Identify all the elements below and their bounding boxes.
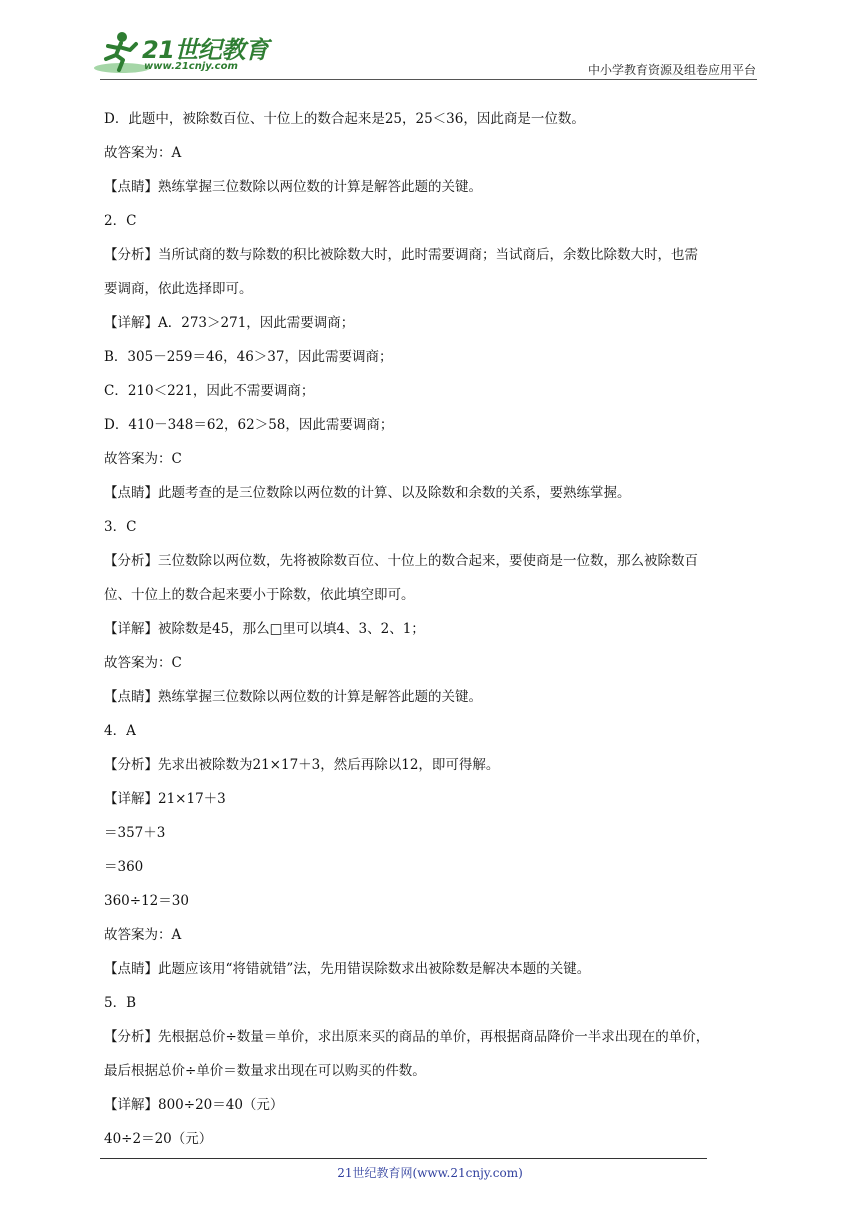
platform-label: 中小学教育资源及组卷应用平台 — [587, 63, 756, 77]
text-line: B．305－259＝46，46＞37，因此需要调商； — [104, 349, 393, 365]
text-line: 【点睛】熟练掌握三位数除以两位数的计算是解答此题的关键。 — [104, 179, 482, 195]
text-line: 【分析】先求出被除数为21×17＋3，然后再除以12，即可得解。 — [104, 757, 500, 773]
text-line: 【点睛】熟练掌握三位数除以两位数的计算是解答此题的关键。 — [104, 689, 482, 705]
text-line: 【详解】800÷20＝40（元） — [104, 1097, 284, 1113]
text-line: 故答案为：C — [104, 655, 182, 671]
text-line: D．410－348＝62，62＞58，因此需要调商； — [104, 417, 394, 433]
text-line: ＝360 — [104, 859, 144, 875]
logo-url: www.21cnjy.com — [144, 61, 238, 72]
text-line: 【点睛】此题考查的是三位数除以两位数的计算、以及除数和余数的关系，要熟练掌握。 — [104, 485, 631, 501]
text-line: 【详解】21×17＋3 — [104, 791, 226, 807]
page-header — [0, 0, 860, 82]
question-number: 4．A — [104, 723, 136, 739]
question-number: 3．C — [104, 519, 137, 535]
footer-link[interactable]: 21世纪教育网(www.21cnjy.com) — [337, 1166, 523, 1180]
text-line: 360÷12＝30 — [104, 893, 189, 909]
question-number: 5．B — [104, 995, 137, 1011]
text-line: 【分析】先根据总价÷数量＝单价，求出原来买的商品的单价，再根据商品降价一半求出现在的单价， — [104, 1029, 710, 1045]
answer-content — [104, 102, 764, 1156]
text-line: 故答案为：A — [104, 145, 182, 161]
text-line: D．此题中，被除数百位、十位上的数合起来是25，25＜36，因此商是一位数。 — [104, 111, 585, 127]
text-line: 【分析】三位数除以两位数，先将被除数百位、十位上的数合起来，要使商是一位数，那么被除数百 — [104, 553, 698, 569]
text-line: 【点睛】此题应该用“将错就错”法，先用错误除数求出被除数是解决本题的关键。 — [104, 961, 591, 977]
text-line: 故答案为：C — [104, 451, 182, 467]
text-line: 【详解】A．273＞271，因此需要调商； — [104, 315, 355, 331]
logo-text: 21世纪教育 — [142, 36, 269, 64]
text-line: 【分析】当所试商的数与除数的积比被除数大时，此时需要调商；当试商后，余数比除数大时，也需 — [104, 247, 698, 263]
text-line: 最后根据总价÷单价＝数量求出现在可以购买的件数。 — [104, 1063, 426, 1079]
question-number: 2．C — [104, 213, 137, 229]
text-line: ＝357＋3 — [104, 825, 166, 841]
text-line: 位、十位上的数合起来要小于除数，依此填空即可。 — [104, 587, 415, 603]
text-line: 【详解】被除数是45，那么□里可以填4、3、2、1； — [104, 621, 425, 637]
text-line: 40÷2＝20（元） — [104, 1131, 213, 1147]
header-divider — [100, 79, 757, 80]
text-line: 故答案为：A — [104, 927, 182, 943]
footer-divider — [100, 1158, 707, 1159]
logo — [92, 28, 269, 78]
text-line: 要调商，依此选择即可。 — [104, 281, 253, 297]
text-line: C．210＜221，因此不需要调商； — [104, 383, 315, 399]
